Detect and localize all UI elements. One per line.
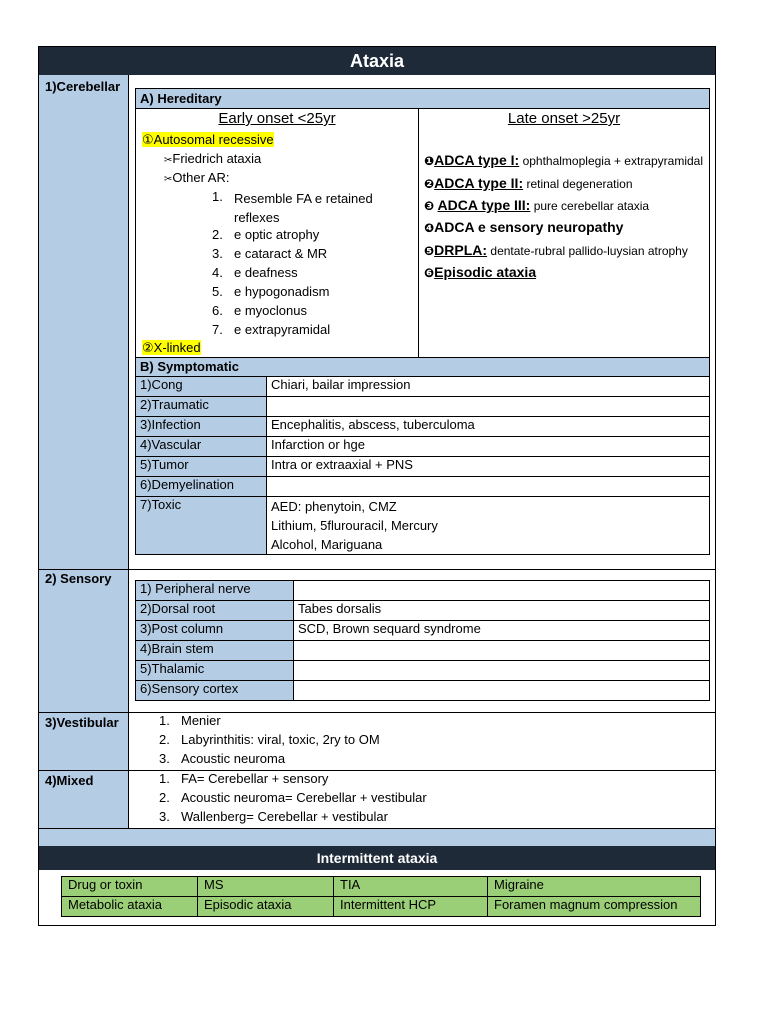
table-row: 5)Thalamic [136, 661, 710, 681]
hereditary-box [135, 88, 710, 358]
list-item: 4. e deafness [212, 265, 298, 280]
sensory-label: 2) Sensory [45, 571, 112, 586]
vestibular-label: 3)Vestibular [45, 715, 119, 730]
list-item: 1. Menier [159, 713, 221, 728]
ar-list [212, 189, 412, 341]
intermittent-table [61, 876, 701, 917]
table-row: Metabolic ataxia Episodic ataxia Intermittent HCP Foramen magnum compression [62, 897, 701, 917]
list-item: 3. Wallenberg= Cerebellar + vestibular [159, 809, 388, 824]
cerebellar-label-cell [39, 75, 129, 569]
list-item: 1. Resemble FA e retained reflexes [212, 189, 373, 225]
mixed-label: 4)Mixed [45, 773, 94, 788]
table-row: 3)Infection Encephalitis, abscess, tuberculoma [136, 417, 710, 437]
other-ar-item: ✂Other AR: [164, 170, 230, 185]
late-list [424, 151, 706, 283]
list-item: 6. e myoclonus [212, 303, 307, 318]
table-row: 6)Demyelination [136, 477, 710, 497]
divider [39, 569, 715, 570]
list-item: 2. Acoustic neuroma= Cerebellar + vestibular [159, 790, 427, 805]
symptomatic-header: B) Symptomatic [135, 357, 710, 377]
hereditary-header: A) Hereditary [136, 89, 709, 109]
table-row: 7)Toxic AED: phenytoin, CMZ Lithium, 5flurouracil, Mercury Alcohol, Mariguana [136, 497, 710, 555]
list-item: ❹ADCA e sensory neuropathy [424, 219, 624, 235]
cerebellar-label: 1)Cerebellar [45, 79, 121, 94]
table-row: 2)Dorsal root Tabes dorsalis [136, 601, 710, 621]
intermittent-title: Intermittent ataxia [39, 846, 715, 870]
symptomatic-table [135, 376, 710, 555]
list-item: 2. e optic atrophy [212, 227, 320, 242]
table-row: 3)Post column SCD, Brown sequard syndrome [136, 621, 710, 641]
autosomal-recessive: ①Autosomal recessive [142, 132, 274, 147]
table-row: 4)Vascular Infarction or hge [136, 437, 710, 457]
sensory-label-cell [39, 569, 129, 712]
list-item: ❻Episodic ataxia [424, 264, 537, 280]
list-item: ❷ADCA type II: retinal degeneration [424, 175, 633, 191]
toxic-cell: AED: phenytoin, CMZ Lithium, 5flurouracil, Mercury Alcohol, Mariguana [267, 497, 710, 555]
sensory-table [135, 580, 710, 701]
list-item: 3. e cataract & MR [212, 246, 328, 261]
ataxia-sheet [38, 46, 716, 926]
scissors-icon: ✂ [164, 155, 173, 166]
page-title: Ataxia [39, 47, 715, 75]
x-linked: ②X-linked [142, 340, 201, 355]
table-row: 1) Peripheral nerve [136, 581, 710, 601]
early-onset-title: Early onset <25yr [218, 110, 336, 127]
list-item: 5. e hypogonadism [212, 284, 330, 299]
table-row: 5)Tumor Intra or extraaxial + PNS [136, 457, 710, 477]
friedrich-item: ✂Friedrich ataxia [164, 151, 262, 166]
table-row: Drug or toxin MS TIA Migraine [62, 877, 701, 897]
list-item: ❶ADCA type I: ophthalmoplegia + extrapyramidal [424, 152, 704, 168]
list-item: 7. e extrapyramidal [212, 322, 331, 337]
list-item: ❺DRPLA: dentate-rubral pallido-luysian atrophy [424, 242, 688, 258]
onset-divider [418, 108, 419, 357]
list-item: 3. Acoustic neuroma [159, 751, 286, 766]
divider [39, 828, 715, 829]
list-item: ❸ ADCA type III: pure cerebellar ataxia [424, 197, 650, 213]
scissors-icon: ✂ [164, 174, 173, 185]
table-row: 4)Brain stem [136, 641, 710, 661]
mixed-list [159, 771, 427, 828]
list-item: 2. Labyrinthitis: viral, toxic, 2ry to OM [159, 732, 380, 747]
list-item: 1. FA= Cerebellar + sensory [159, 771, 329, 786]
spacer-band [39, 828, 715, 846]
table-row: 6)Sensory cortex [136, 681, 710, 701]
table-row: 2)Traumatic [136, 397, 710, 417]
table-row: 1)Cong Chiari, bailar impression [136, 377, 710, 397]
late-onset-title: Late onset >25yr [507, 110, 621, 127]
vestibular-list [159, 713, 380, 770]
